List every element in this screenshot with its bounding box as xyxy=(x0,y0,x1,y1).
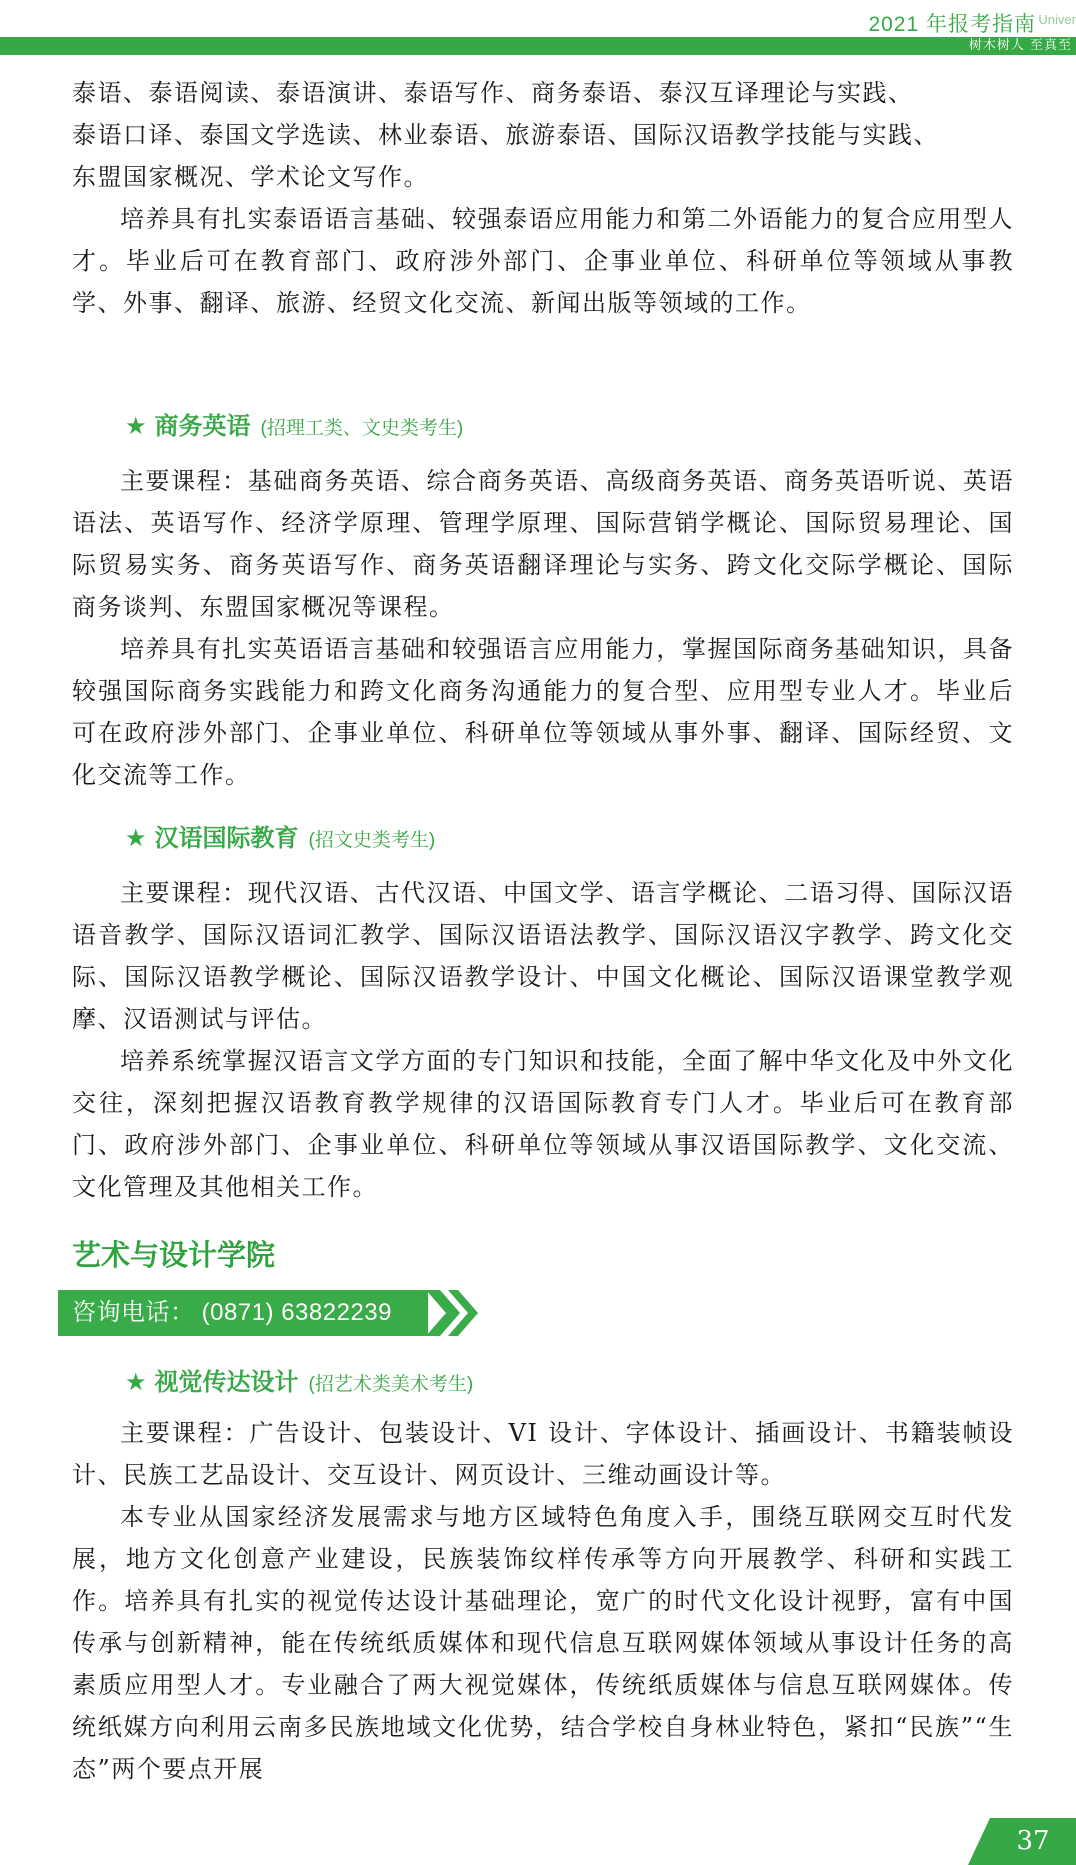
intro-line-1: 泰语、泰语阅读、泰语演讲、泰语写作、商务泰语、泰汉互译理论与实践、 xyxy=(72,79,914,107)
major-name: 视觉传达设计 xyxy=(154,1369,299,1396)
header-univ-fragment: Univer xyxy=(1038,12,1076,27)
major-courses: 主要课程：广告设计、包装设计、VI 设计、字体设计、插画设计、书籍装帧设计、民族工艺品设计、交互设计、网页设计、三维动画设计等。 xyxy=(72,1419,1014,1489)
page-number-box xyxy=(990,1818,1076,1865)
major-training: 培养系统掌握汉语言文学方面的专门知识和技能，全面了解中华文化及中外文化交往，深刻把握汉语教育教学规律的汉语国际教育专门人才。毕业后可在教育部门、政府涉外部门、企事业单位、科研单位等领域从事汉语国际教学、文化交流、文化管理及其他相关工作。 xyxy=(72,1047,1014,1201)
major-name: 商务英语 xyxy=(154,413,251,440)
intro-courses xyxy=(72,72,1014,198)
major-training: 培养具有扎实英语语言基础和较强语言应用能力，掌握国际商务基础知识，具备较强国际商务实践能力和跨文化商务沟通能力的复合型、应用型专业人才。毕业后可在政府涉外部门、企事业单位、科研单位等领域从事外事、翻译、国际经贸、文化交流等工作。 xyxy=(72,635,1014,789)
intro-line-3: 东盟国家概况、学术论文写作。 xyxy=(72,163,429,191)
page-number: 37 xyxy=(1016,1826,1050,1856)
header-motto: 树木树人 至真至 xyxy=(968,38,1072,53)
major-name: 汉语国际教育 xyxy=(154,825,299,852)
major-heading-visual-communication xyxy=(125,1362,473,1396)
star-icon: ★ xyxy=(125,412,147,440)
major-note: (招文史类考生) xyxy=(308,830,436,851)
major-note: (招理工类、文史类考生) xyxy=(260,418,464,439)
major-note: (招艺术类美术考生) xyxy=(308,1374,474,1395)
major-heading-business-english xyxy=(125,406,463,440)
chevron-right-icon xyxy=(426,1290,478,1336)
header-band xyxy=(0,37,1076,55)
major-training: 本专业从国家经济发展需求与地方区域特色角度入手，围绕互联网交互时代发展，地方文化创意产业建设，民族装饰纹样传承等方向开展教学、科研和实践工作。培养具有扎实的视觉传达设计基础理论，宽广的时代文化设计视野，富有中国传承与创新精神，能在传统纸质媒体和现代信息互联网媒体领域从事设计任务的高素质应用型人才。专业融合了两大视觉媒体，传统纸质媒体与信息互联网媒体。传统纸媒方向利用云南多民族地域文化优势，结合学校自身林业特色，紧扣“民族”“生态”两个要点开展 xyxy=(72,1503,1014,1783)
major-courses: 主要课程：现代汉语、古代汉语、中国文学、语言学概论、二语习得、国际汉语语音教学、国际汉语词汇教学、国际汉语语法教学、国际汉语汉字教学、跨文化交际、国际汉语教学概论、国际汉语教学设计、中国文化概论、国际汉语课堂教学观摩、汉语测试与评估。 xyxy=(72,879,1014,1033)
intro-training: 培养具有扎实泰语语言基础、较强泰语应用能力和第二外语能力的复合应用型人才。毕业后可在教育部门、政府涉外部门、企事业单位、科研单位等领域从事教学、外事、翻译、旅游、经贸文化交流、新闻出版等领域的工作。 xyxy=(72,205,1014,317)
star-icon: ★ xyxy=(125,824,147,852)
major-heading-chinese-intl-education xyxy=(125,818,435,852)
major-courses: 主要课程：基础商务英语、综合商务英语、高级商务英语、商务英语听说、英语语法、英语写作、经济学原理、管理学原理、国际营销学概论、国际贸易理论、国际贸易实务、商务英语写作、商务英语翻译理论与实务、跨文化交际学概论、国际商务谈判、东盟国家概况等课程。 xyxy=(72,467,1014,621)
star-icon: ★ xyxy=(125,1368,147,1396)
phone-text: 咨询电话： (0871) 63822239 xyxy=(72,1299,392,1326)
intro-line-2: 泰语口译、泰国文学选读、林业泰语、旅游泰语、国际汉语教学技能与实践、 xyxy=(72,121,939,149)
college-title: 艺术与设计学院 xyxy=(72,1240,276,1272)
header-title: 2021 年报考指南 xyxy=(868,13,1036,36)
